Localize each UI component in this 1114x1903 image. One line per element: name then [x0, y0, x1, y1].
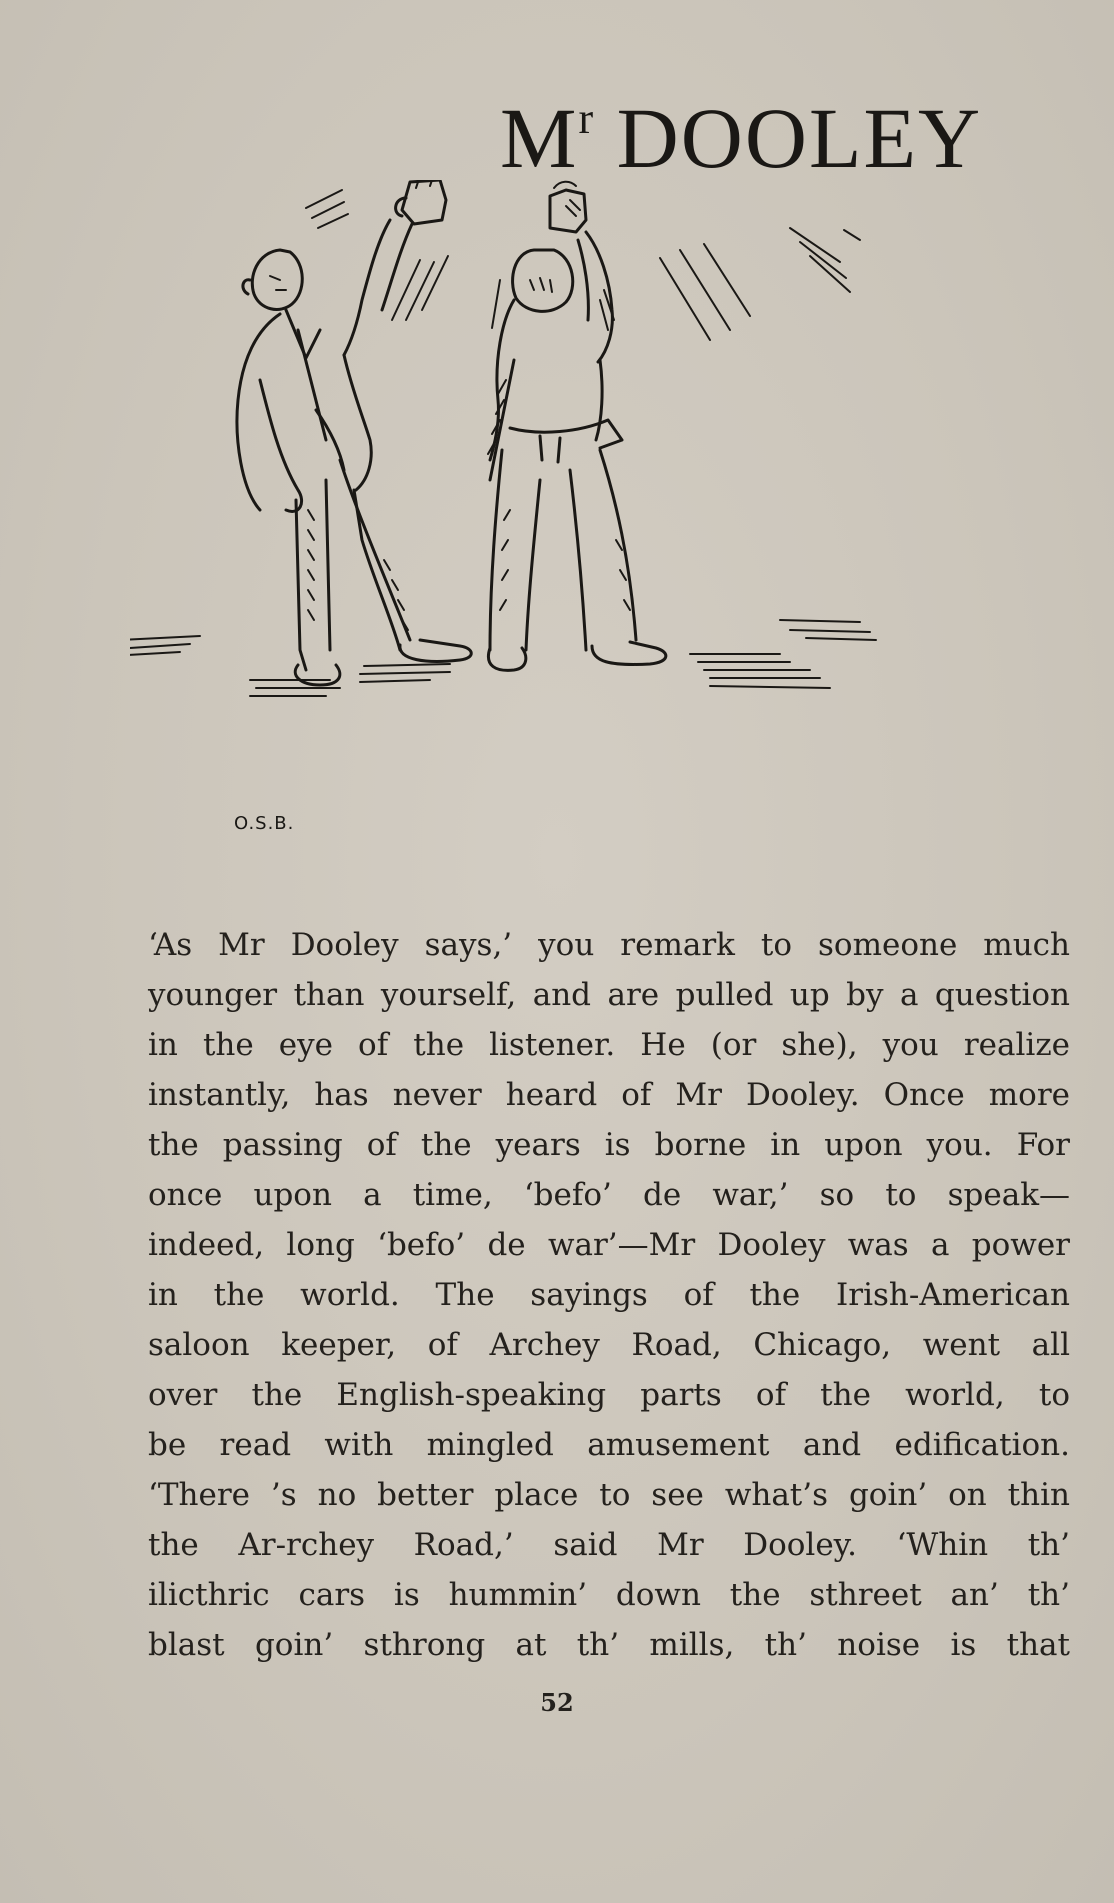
- body-line: blast goin’ sthrong at th’ mills, th’ noise is that: [148, 1627, 1070, 1663]
- body-text: [148, 920, 1070, 1670]
- body-line: over the English-speaking parts of the world, to: [148, 1377, 1070, 1413]
- body-line: ilicthric cars is hummin’ down the sthreet an’ th’: [148, 1577, 1070, 1613]
- body-line: in the eye of the listener. He (or she), you realize: [148, 1027, 1070, 1063]
- page-number: 52: [540, 1688, 574, 1717]
- body-line: in the world. The sayings of the Irish-American: [148, 1277, 1070, 1313]
- body-line: instantly, has never heard of Mr Dooley. Once more: [148, 1077, 1070, 1113]
- body-line: be read with mingled amusement and edification.: [148, 1427, 1070, 1463]
- left-man-figure: [237, 180, 500, 685]
- artist-signature: O.S.B.: [234, 813, 295, 834]
- body-line: ‘There ’s no better place to see what’s goin’ on thin: [148, 1477, 1070, 1513]
- body-line: indeed, long ‘befo’ de war’—Mr Dooley was a power: [148, 1227, 1070, 1263]
- body-line: saloon keeper, of Archey Road, Chicago, went all: [148, 1327, 1070, 1363]
- title-prefix: M: [500, 90, 579, 186]
- page-title: [500, 90, 1020, 186]
- illustration-two-drinkers: [130, 180, 1080, 850]
- body-line: younger than yourself, and are pulled up by a question: [148, 977, 1070, 1013]
- body-line: the Ar-rchey Road,’ said Mr Dooley. ‘Whin th’: [148, 1527, 1070, 1563]
- right-man-figure: [488, 182, 860, 671]
- body-line: once upon a time, ‘befo’ de war,’ so to speak—: [148, 1177, 1070, 1213]
- body-line: ‘As Mr Dooley says,’ you remark to someone much: [148, 927, 1070, 963]
- title-superscript: r: [578, 94, 594, 143]
- title-main: DOOLEY: [593, 90, 983, 186]
- floor-lines: [130, 620, 876, 696]
- body-line: the passing of the years is borne in upon you. For: [148, 1127, 1070, 1163]
